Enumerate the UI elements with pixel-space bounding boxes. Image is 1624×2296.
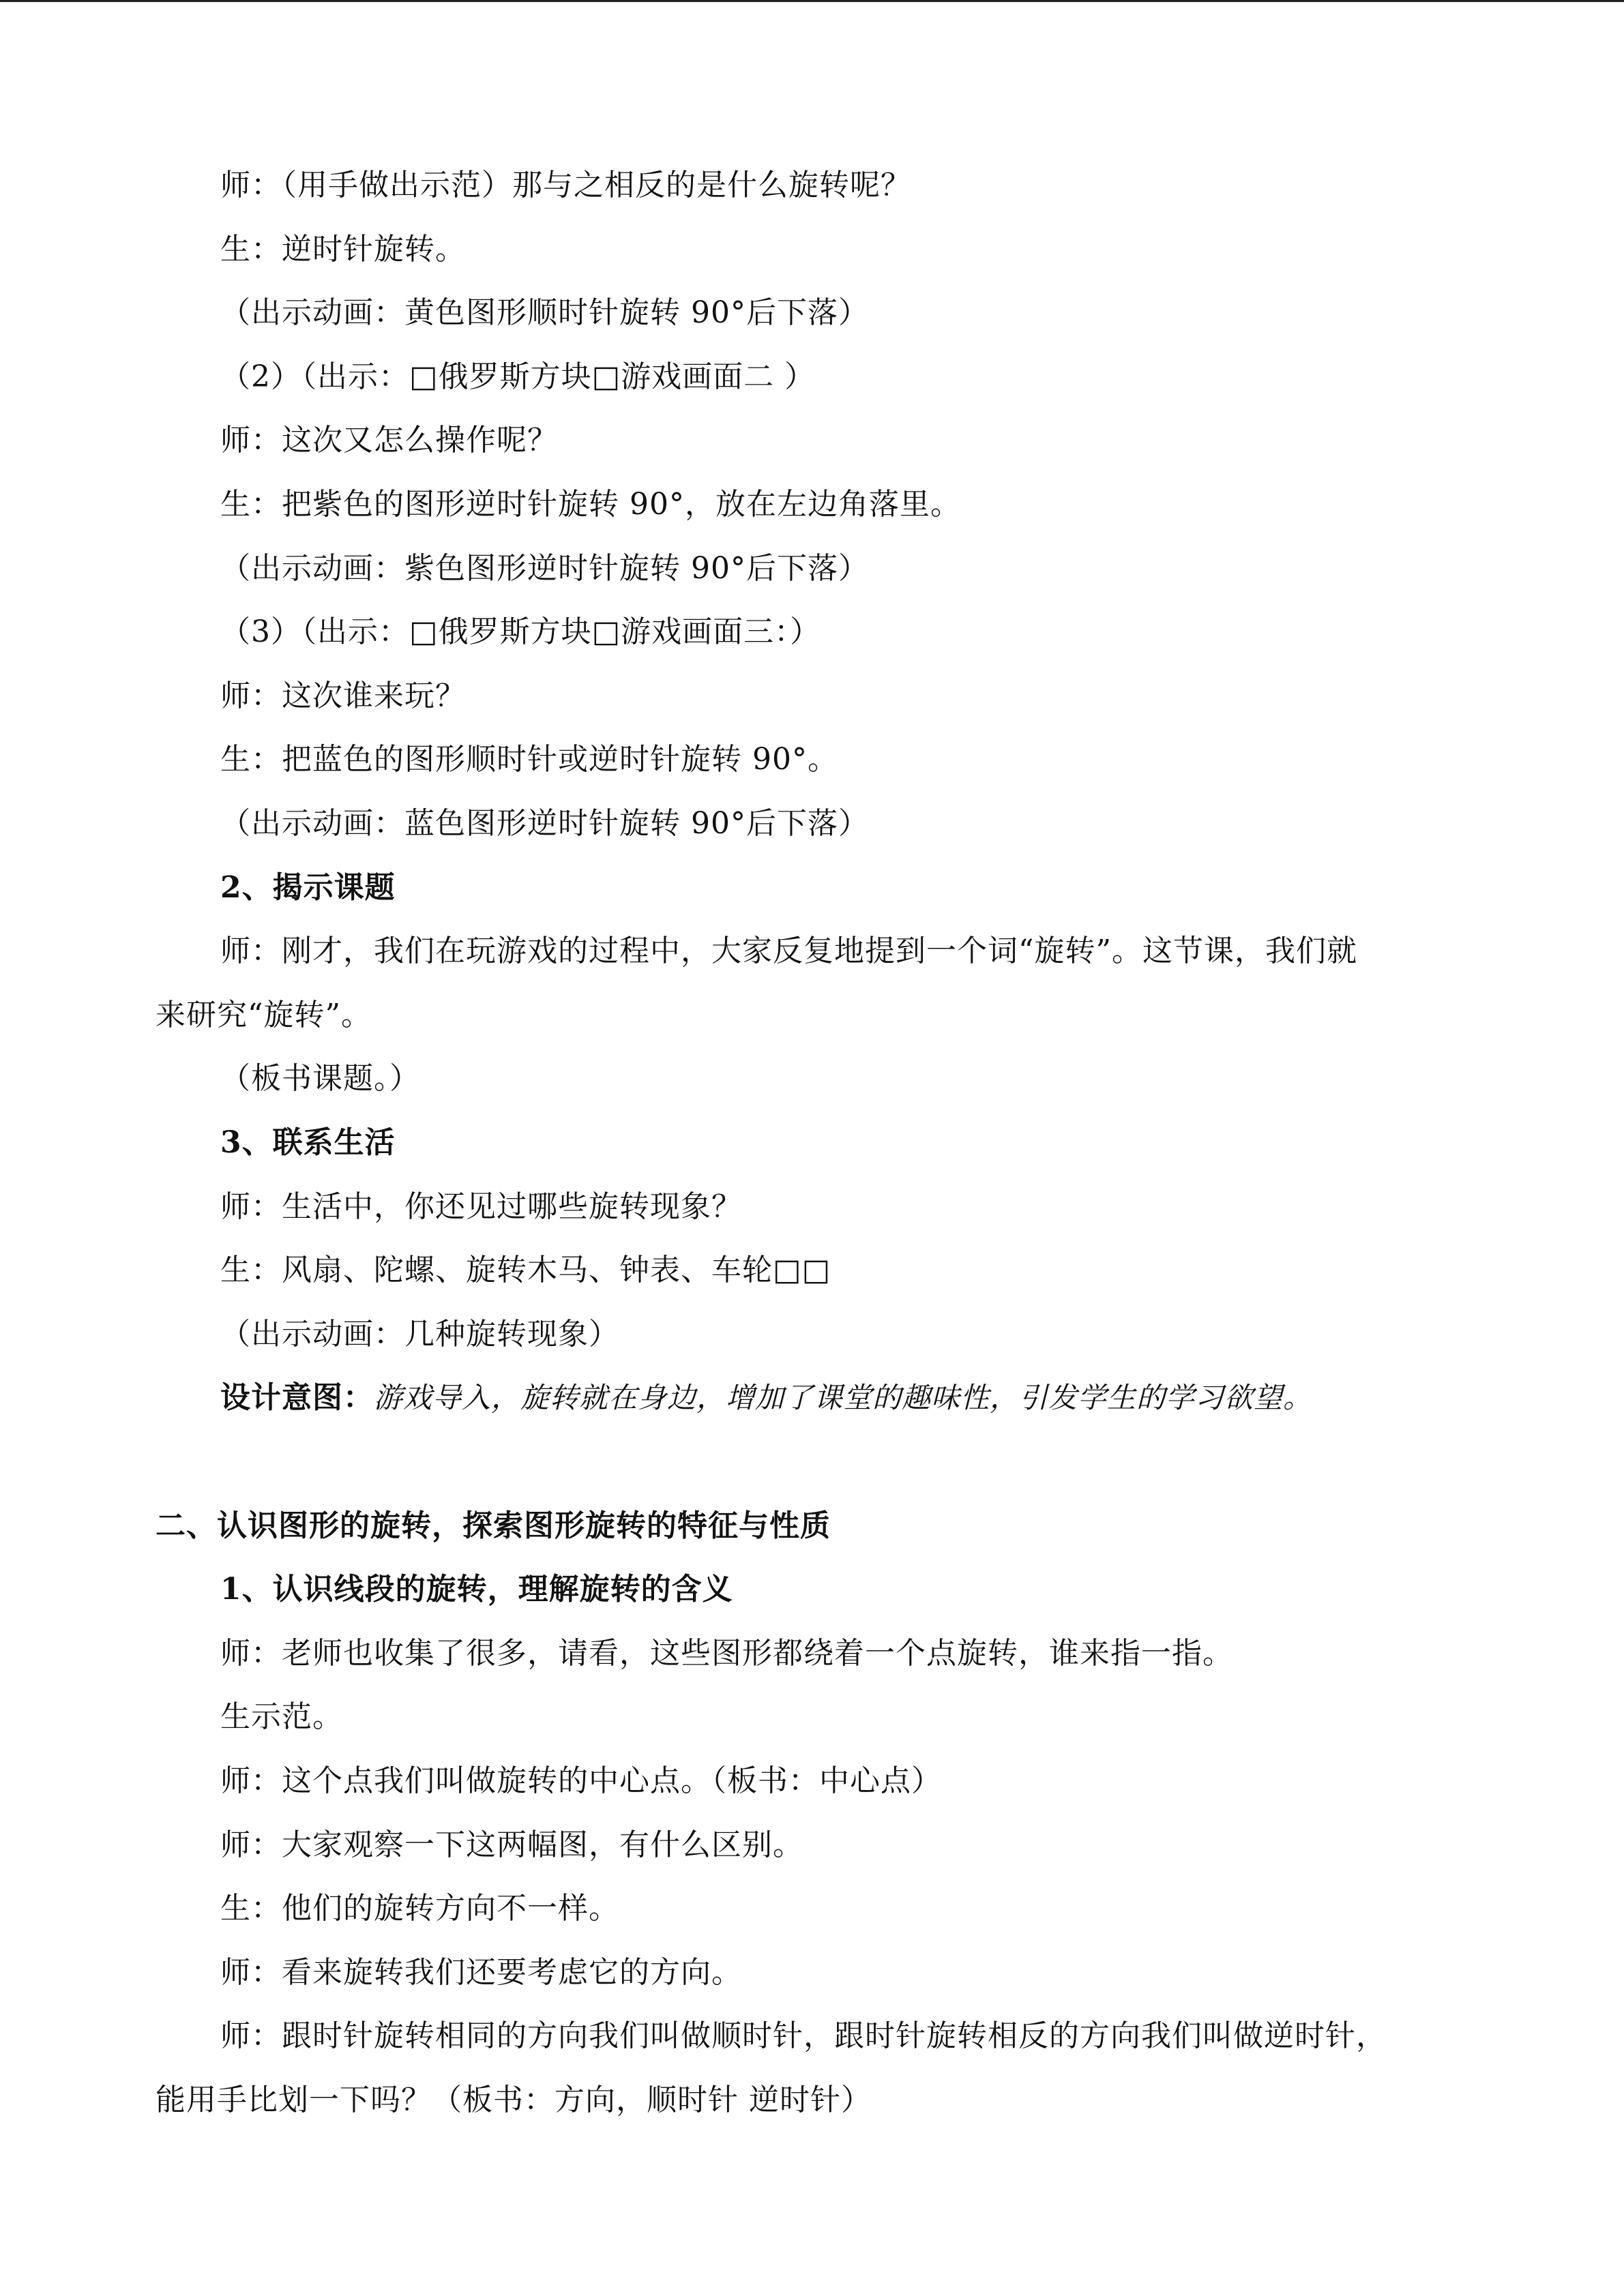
dialogue-line: 师：这个点我们叫做旋转的中心点。（板书：中心点）: [220, 1763, 942, 1798]
section-heading: 2、揭示课题: [220, 870, 396, 905]
design-intent-text: 游戏导入，旋转就在身边，增加了课堂的趣味性，引发学生的学习欲望。: [374, 1381, 1313, 1414]
dialogue-line-continuation: 能用手比划一下吗？（板书：方向，顺时针 逆时针）: [156, 2083, 872, 2117]
chapter-heading: 二、认识图形的旋转，探索图形旋转的特征与性质: [156, 1508, 831, 1543]
stage-direction: （板书课题。）: [220, 1061, 420, 1096]
stage-direction: （出示动画：几种旋转现象）: [220, 1317, 619, 1352]
dialogue-line: 生：把紫色的图形逆时针旋转 90°，放在左边角落里。: [220, 487, 961, 522]
dialogue-line: 师：这次谁来玩？: [220, 679, 466, 713]
dialogue-line: 生：风扇、陀螺、旋转木马、钟表、车轮□□: [220, 1253, 831, 1287]
dialogue-line: 师：刚才，我们在玩游戏的过程中，大家反复地提到一个词“旋转”。这节课，我们就: [220, 934, 1357, 968]
dialogue-line: 师：（用手做出示范）那与之相反的是什么旋转呢？: [220, 168, 911, 203]
dialogue-line: 生：逆时针旋转。: [220, 232, 466, 267]
dialogue-line: 生：把蓝色的图形顺时针或逆时针旋转 90°。: [220, 742, 838, 777]
stage-direction: （出示动画：蓝色图形逆时针旋转 90°后下落）: [220, 806, 869, 841]
design-intent: [220, 1379, 1312, 1417]
stage-direction: （2）（出示：□俄罗斯方块□游戏画面二 ）: [220, 359, 816, 394]
dialogue-line: 生示范。: [220, 1699, 343, 1734]
design-intent-label: 设计意图：: [220, 1380, 374, 1415]
stage-direction: （3）（出示：□俄罗斯方块□游戏画面三：）: [220, 614, 821, 649]
dialogue-line: 生：他们的旋转方向不一样。: [220, 1891, 619, 1926]
dialogue-line: 师：看来旋转我们还要考虑它的方向。: [220, 1955, 742, 1990]
dialogue-line: 师：大家观察一下这两幅图，有什么区别。: [220, 1828, 803, 1862]
dialogue-line: 师：跟时针旋转相同的方向我们叫做顺时针，跟时针旋转相反的方向我们叫做逆时针，: [220, 2018, 1387, 2053]
stage-direction: （出示动画：黄色图形顺时针旋转 90°后下落）: [220, 295, 869, 330]
section-heading: 1、认识线段的旋转，理解旋转的含义: [220, 1572, 733, 1607]
stage-direction: （出示动画：紫色图形逆时针旋转 90°后下落）: [220, 551, 869, 586]
dialogue-line: 师：生活中，你还见过哪些旋转现象？: [220, 1189, 742, 1224]
dialogue-line: 师：老师也收集了很多，请看，这些图形都绕着一个点旋转，谁来指一指。: [220, 1636, 1233, 1671]
dialogue-line-continuation: 来研究“旋转”。: [156, 998, 372, 1032]
dialogue-line: 师：这次又怎么操作呢？: [220, 423, 558, 458]
section-heading: 3、联系生活: [220, 1125, 396, 1160]
